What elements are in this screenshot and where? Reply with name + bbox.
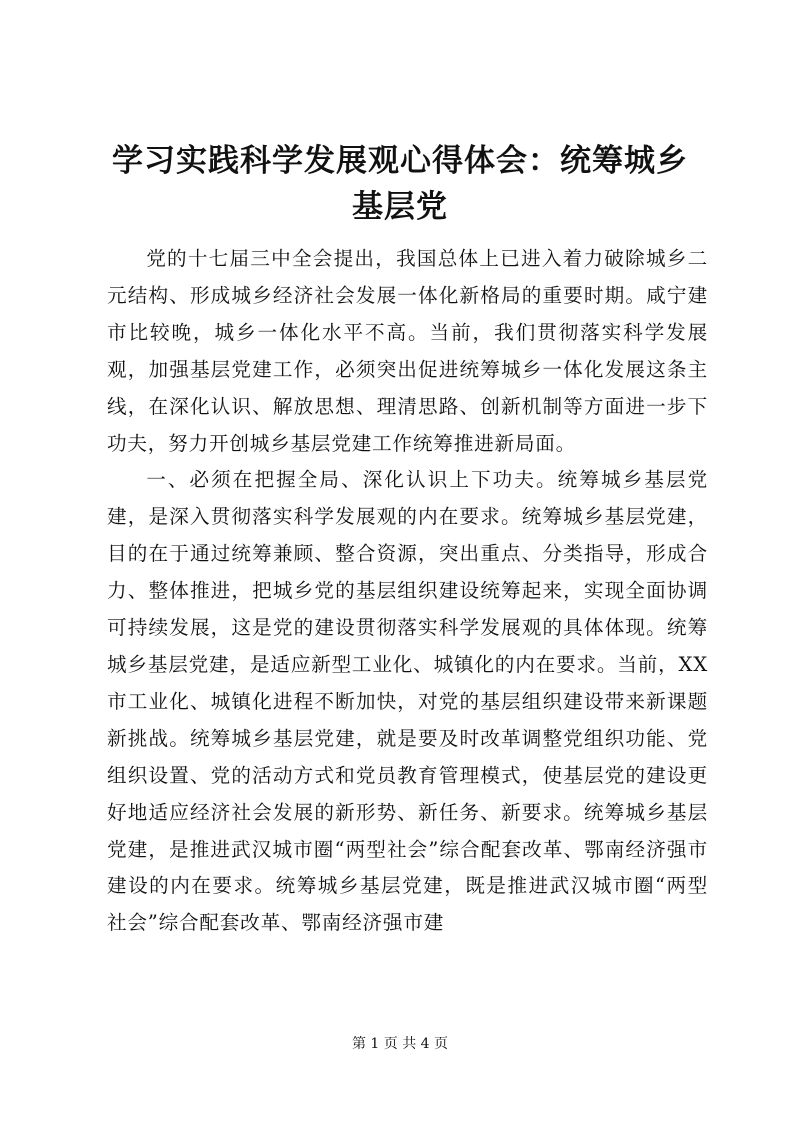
paragraph-section-one: 一、必须在把握全局、深化认识上下功夫。统筹城乡基层党建，是深入贯彻落实科学发展观的内在要求。统筹城乡基层党建，目的在于通过统筹兼顾、整合资源，突出重点、分类指导，形成合力、整体推进，把城乡党的基层组织建设统筹起来，实现全面协调可持续发展，这是党的建设贯彻落实科学发展观的具体体现。统筹城乡基层党建，是适应新型工业化、城镇化的内在要求。当前，XX市工业化、城镇化进程不断加快，对党的基层组织建设带来新课题新挑战。统筹城乡基层党建，就是要及时改革调整党组织功能、党组织设置、党的活动方式和党员教育管理模式，使基层党的建设更好地适应经济社会发展的新形势、新任务、新要求。统筹城乡基层党建，是推进武汉城市圈“两型社会”综合配套改革、鄂南经济强市建设的内在要求。统筹城乡基层党建，既是推进武汉城市圈“两型社会”综合配套改革、鄂南经济强市建 (107, 468, 708, 935)
page-number-footer: 第 1 页 共 4 页 (351, 1036, 449, 1052)
document-title: 学习实践科学发展观心得体会：统筹城乡基层党 (112, 143, 688, 225)
document-body (107, 241, 708, 942)
paragraph-intro: 党的十七届三中全会提出，我国总体上已进入着力破除城乡二元结构、形成城乡经济社会发展一体化新格局的重要时期。咸宁建市比较晚，城乡一体化水平不高。当前，我们贯彻落实科学发展观，加强基层党建工作，必须突出促进统筹城乡一体化发展这条主线，在深化认识、解放思想、理清思路、创新机制等方面进一步下功夫，努力开创城乡基层党建工作统筹推进新局面。 (107, 247, 708, 455)
